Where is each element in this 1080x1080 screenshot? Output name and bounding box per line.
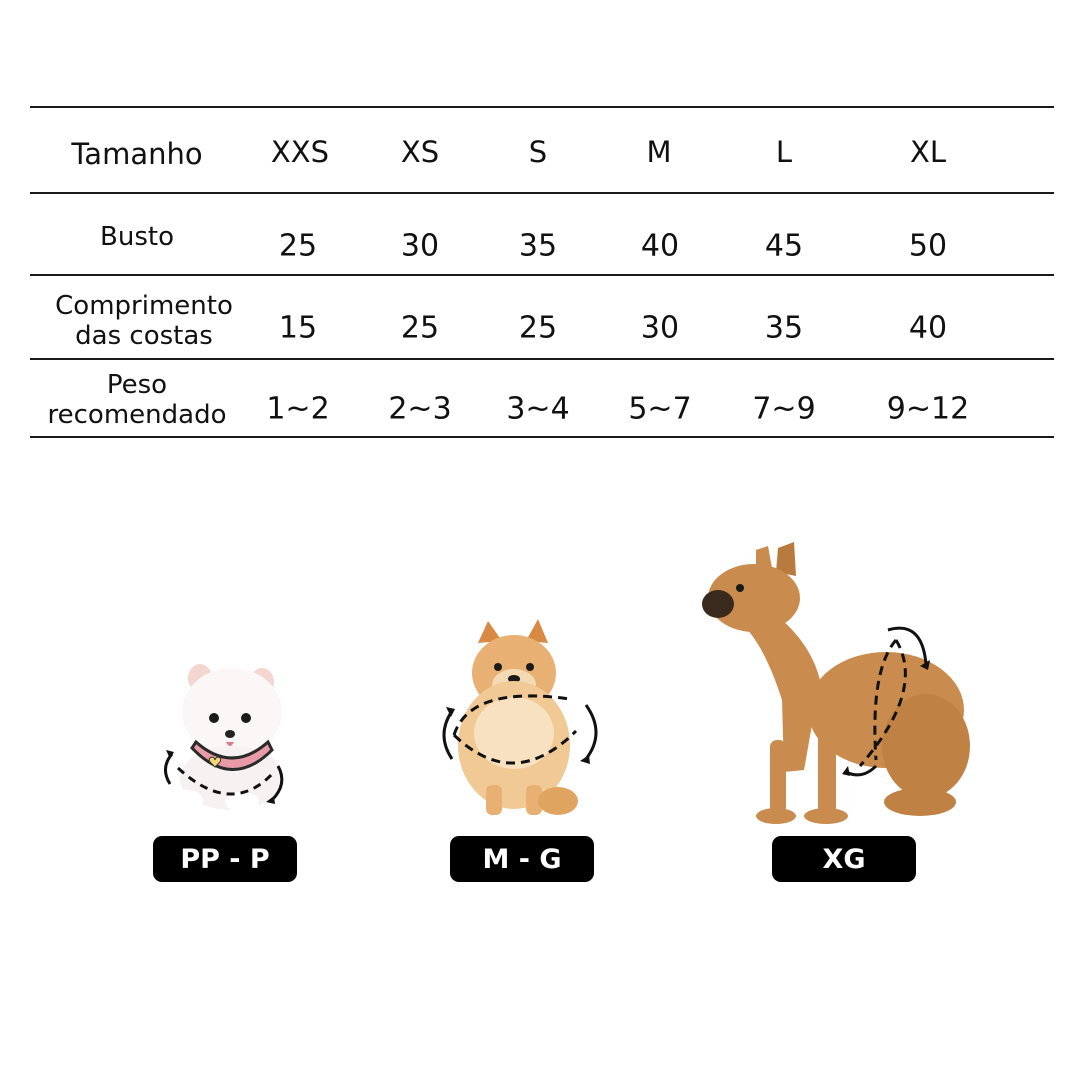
table-cell: 30 xyxy=(640,310,680,346)
size-header-s: S xyxy=(528,135,548,169)
row-label-bust: Busto xyxy=(100,222,174,252)
small-dog-illustration xyxy=(150,650,300,820)
size-badge-large: XG xyxy=(772,836,916,882)
table-rule xyxy=(30,106,1054,108)
table-cell: 7~9 xyxy=(752,391,816,427)
size-header-m: M xyxy=(646,135,672,169)
table-cell: 35 xyxy=(518,228,558,264)
size-header-xs: XS xyxy=(400,135,440,169)
table-cell: 40 xyxy=(908,310,948,346)
table-cell: 15 xyxy=(278,310,318,346)
label-line: Comprimento xyxy=(55,291,233,321)
table-cell: 2~3 xyxy=(388,391,452,427)
size-badge-small: PP - P xyxy=(153,836,297,882)
table-cell: 25 xyxy=(278,228,318,264)
table-cell: 25 xyxy=(518,310,558,346)
table-rule xyxy=(30,436,1054,438)
table-cell: 9~12 xyxy=(886,391,970,427)
medium-dog-illustration xyxy=(430,615,610,825)
size-header-l: L xyxy=(775,135,793,169)
table-cell: 30 xyxy=(400,228,440,264)
header-label: Tamanho xyxy=(71,137,203,171)
table-rule xyxy=(30,192,1054,194)
table-rule xyxy=(30,274,1054,276)
table-cell: 50 xyxy=(908,228,948,264)
label-line: das costas xyxy=(75,321,213,351)
table-cell: 3~4 xyxy=(506,391,570,427)
large-dog-illustration xyxy=(700,540,980,830)
size-header-xl: XL xyxy=(909,135,947,169)
size-badge-medium: M - G xyxy=(450,836,594,882)
label-line: Peso xyxy=(106,370,168,400)
table-cell: 45 xyxy=(764,228,804,264)
size-header-xxs: XXS xyxy=(270,135,330,169)
table-cell: 1~2 xyxy=(266,391,330,427)
table-cell: 25 xyxy=(400,310,440,346)
table-cell: 35 xyxy=(764,310,804,346)
table-cell: 5~7 xyxy=(628,391,692,427)
row-label-recommended-weight xyxy=(48,370,227,430)
table-rule xyxy=(30,358,1054,360)
label-line: recomendado xyxy=(47,400,227,430)
table-cell: 40 xyxy=(640,228,680,264)
row-label-back-length xyxy=(55,291,233,351)
